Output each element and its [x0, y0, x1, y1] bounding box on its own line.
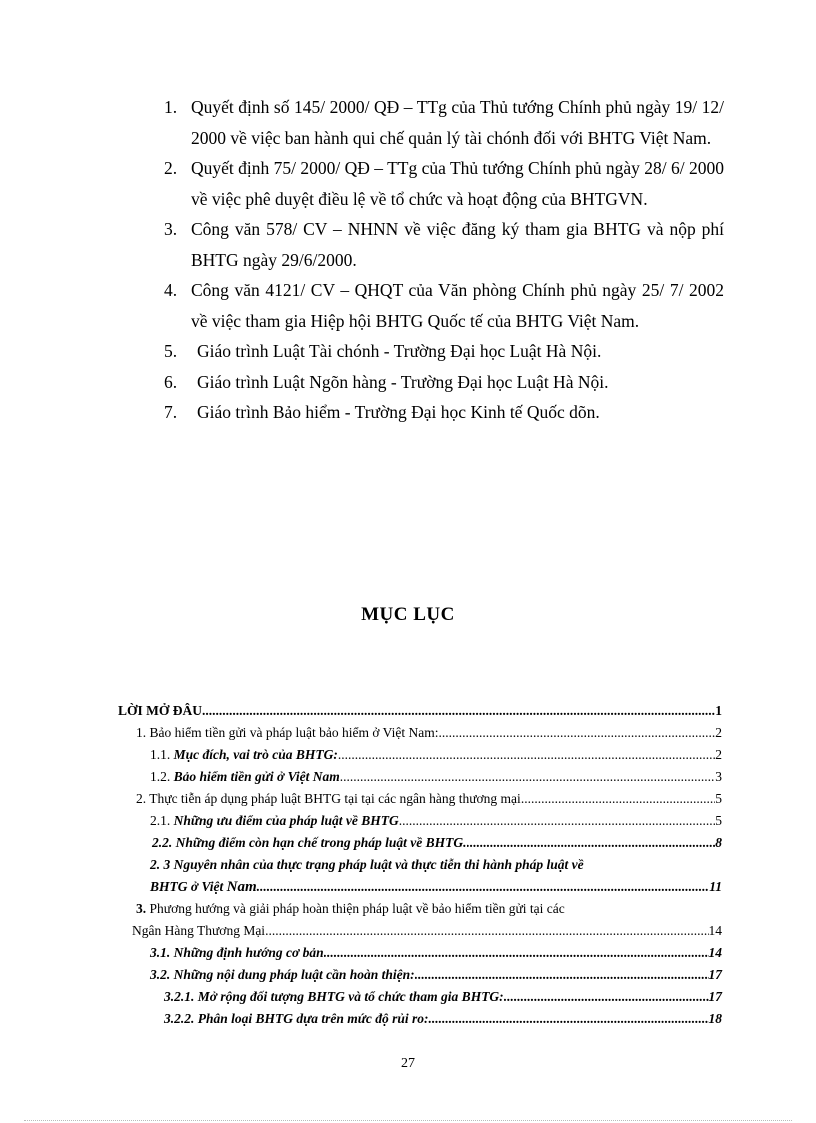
page-bottom-divider	[24, 1120, 792, 1121]
toc-entry-3-2-1[interactable]: 3.2.1. Mở rộng đối tượng BHTG và tổ chức tham gia BHTG: ..... 17	[118, 986, 722, 1008]
page-number: 27	[401, 1056, 415, 1071]
table-of-contents	[118, 700, 722, 1030]
toc-entry-section-3[interactable]: 3. Phương hướng và giải pháp hoàn thiện pháp luật về bảo hiểm tiền gửi tại các Ngân Hàng Thương Mại ..... 14	[118, 898, 722, 942]
reference-item: 7. Giáo trình Bảo hiểm - Trường Đại học Kinh tế Quốc dõn.	[164, 402, 600, 422]
reference-list	[164, 92, 724, 428]
toc-entry-1-1[interactable]: 1.1. Mục đích, vai trò của BHTG: ..... 2	[118, 744, 722, 766]
reference-item: 3. Công văn 578/ CV – NHNN về việc đăng ký tham gia BHTG và nộp phí BHTG ngày 29/6/2000.	[164, 219, 724, 270]
toc-entry-section-1[interactable]: 1. Bảo hiểm tiền gửi và pháp luật bảo hiểm ở Việt Nam: ..... 2	[118, 722, 722, 744]
toc-entry-3-1[interactable]: 3.1. Những định hướng cơ bản ..... 14	[118, 942, 722, 964]
toc-title: MỤC LỤC	[361, 604, 455, 625]
toc-entry-2-2[interactable]: 2.2. Những điểm còn hạn chế trong pháp luật về BHTG. ..... 8	[118, 832, 722, 854]
toc-entry-intro[interactable]: LỜI MỞ ĐÂU ..... 1	[118, 700, 722, 722]
reference-item: 1. Quyết định số 145/ 2000/ QĐ – TTg của Thủ tướng Chính phủ ngày 19/ 12/ 2000 về việc ban hành qui chế quản lý tài chónh đối với BHTG Việt Nam.	[164, 97, 724, 148]
toc-entry-section-2[interactable]: 2. Thực tiễn áp dụng pháp luật BHTG tại tại các ngân hàng thương mại ..... 5	[118, 788, 722, 810]
toc-entry-2-1[interactable]: 2.1. Những ưu điểm của pháp luật về BHTG ..... 5	[118, 810, 722, 832]
reference-item: 4. Công văn 4121/ CV – QHQT của Văn phòng Chính phủ ngày 25/ 7/ 2002 về việc tham gia Hiệp hội BHTG Quốc tế của BHTG Việt Nam.	[164, 280, 724, 331]
toc-entry-3-2[interactable]: 3.2. Những nội dung pháp luật cần hoàn thiện: ..... 17	[118, 964, 722, 986]
reference-item: 6. Giáo trình Luật Ngõn hàng - Trường Đại học Luật Hà Nội.	[164, 371, 609, 392]
toc-entry-3-2-2[interactable]: 3.2.2. Phân loại BHTG dựa trên mức độ rủi ro: ..... 18	[118, 1008, 722, 1030]
toc-entry-1-2[interactable]: 1.2. Bảo hiểm tiền gửi ở Việt Nam ..... 3	[118, 766, 722, 788]
reference-item: 2. Quyết định 75/ 2000/ QĐ – TTg của Thủ tướng Chính phủ ngày 28/ 6/ 2000 về việc phê duyệt điều lệ về tổ chức và hoạt động của BHTGVN.	[164, 158, 724, 209]
reference-item: 5. Giáo trình Luật Tài chónh - Trường Đại học Luật Hà Nội.	[164, 341, 602, 361]
toc-entry-2-3[interactable]: 2. 3 Nguyên nhân của thực trạng pháp luật và thực tiễn thi hành pháp luật về BHTG ở Việt Nam. ..... 11	[118, 854, 722, 898]
